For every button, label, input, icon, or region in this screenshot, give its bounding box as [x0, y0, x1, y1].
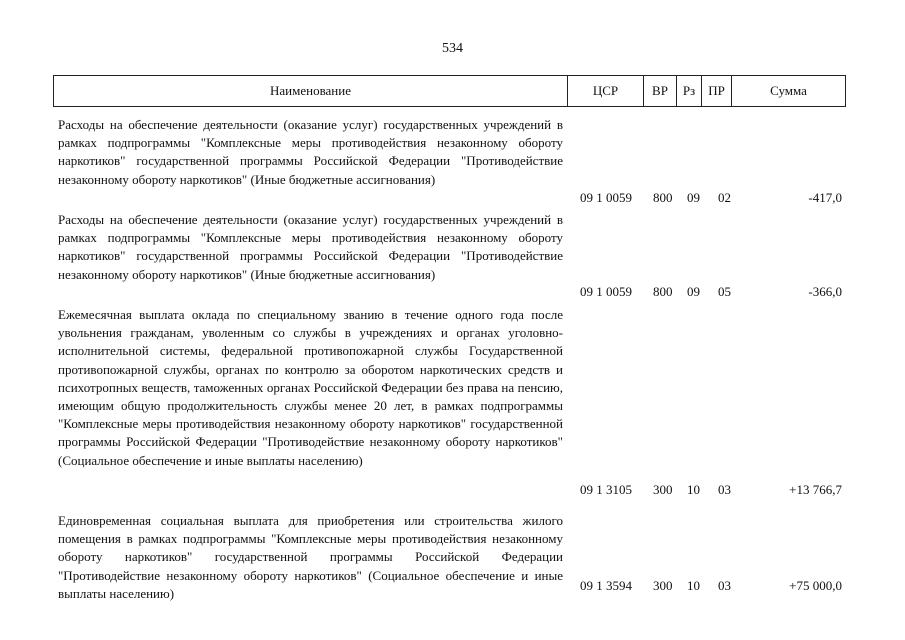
row-rz: 09	[687, 284, 700, 299]
row-name: Единовременная социальная выплата для приобретения или строительства жилого помещения в рамках подпрограммы "Комплексные меры противодействия незаконному обороту наркотиков" государственной программы Российской Федерации "Противодействие незаконному обороту наркотиков" (Социальное обеспечение и иные выплаты населению)	[58, 513, 563, 601]
table-header	[53, 75, 846, 107]
row-rz: 09	[687, 190, 700, 205]
row-vr: 800	[653, 190, 673, 205]
row-csr: 09 1 3594	[580, 578, 632, 593]
header-rz: Рз	[677, 76, 702, 106]
row-pr: 03	[718, 482, 731, 497]
row-vr: 300	[653, 482, 673, 497]
row-pr: 05	[718, 284, 731, 299]
row-vr: 300	[653, 578, 673, 593]
row-sum: +75 000,0	[789, 578, 842, 593]
row-rz: 10	[687, 482, 700, 497]
row-sum: +13 766,7	[789, 482, 842, 497]
row-sum: -366,0	[808, 284, 842, 299]
row-name: Ежемесячная выплата оклада по специальному званию в течение одного года после увольнения гражданам, уволенным со службы в учреждениях и органах уголовно-исполнительной системы, федеральной противопожарной службы Государственной противопожарной службы, органах по контролю за оборотом наркотических средств и психотропных веществ, таможенных органах Российской Федерации без права на пенсию, имеющим общую продолжительность службы менее 20 лет, в рамках подпрограммы "Комплексные меры противодействия незаконному обороту наркотиков" государственной программы Российской Федерации "Противодействие незаконному обороту наркотиков" (Социальное обеспечение и иные выплаты населению)	[58, 307, 563, 468]
row-pr: 02	[718, 190, 731, 205]
row-name: Расходы на обеспечение деятельности (оказание услуг) государственных учреждений в рамках подпрограммы "Комплексные меры противодействия незаконному обороту наркотиков" государственной программы Российской Федерации "Противодействие незаконному обороту наркотиков" (Иные бюджетные ассигнования)	[58, 117, 563, 187]
header-pr: ПР	[702, 76, 732, 106]
row-vr: 800	[653, 284, 673, 299]
row-csr: 09 1 3105	[580, 482, 632, 497]
header-vr: ВР	[644, 76, 677, 106]
row-sum: -417,0	[808, 190, 842, 205]
header-name: Наименование	[54, 76, 568, 106]
page-number: 534	[442, 41, 463, 56]
row-pr: 03	[718, 578, 731, 593]
row-rz: 10	[687, 578, 700, 593]
header-csr: ЦСР	[568, 76, 644, 106]
row-csr: 09 1 0059	[580, 284, 632, 299]
header-sum: Сумма	[770, 83, 807, 98]
row-csr: 09 1 0059	[580, 190, 632, 205]
row-name: Расходы на обеспечение деятельности (оказание услуг) государственных учреждений в рамках подпрограммы "Комплексные меры противодействия незаконному обороту наркотиков" государственной программы Российской Федерации "Противодействие незаконному обороту наркотиков" (Иные бюджетные ассигнования)	[58, 212, 563, 282]
